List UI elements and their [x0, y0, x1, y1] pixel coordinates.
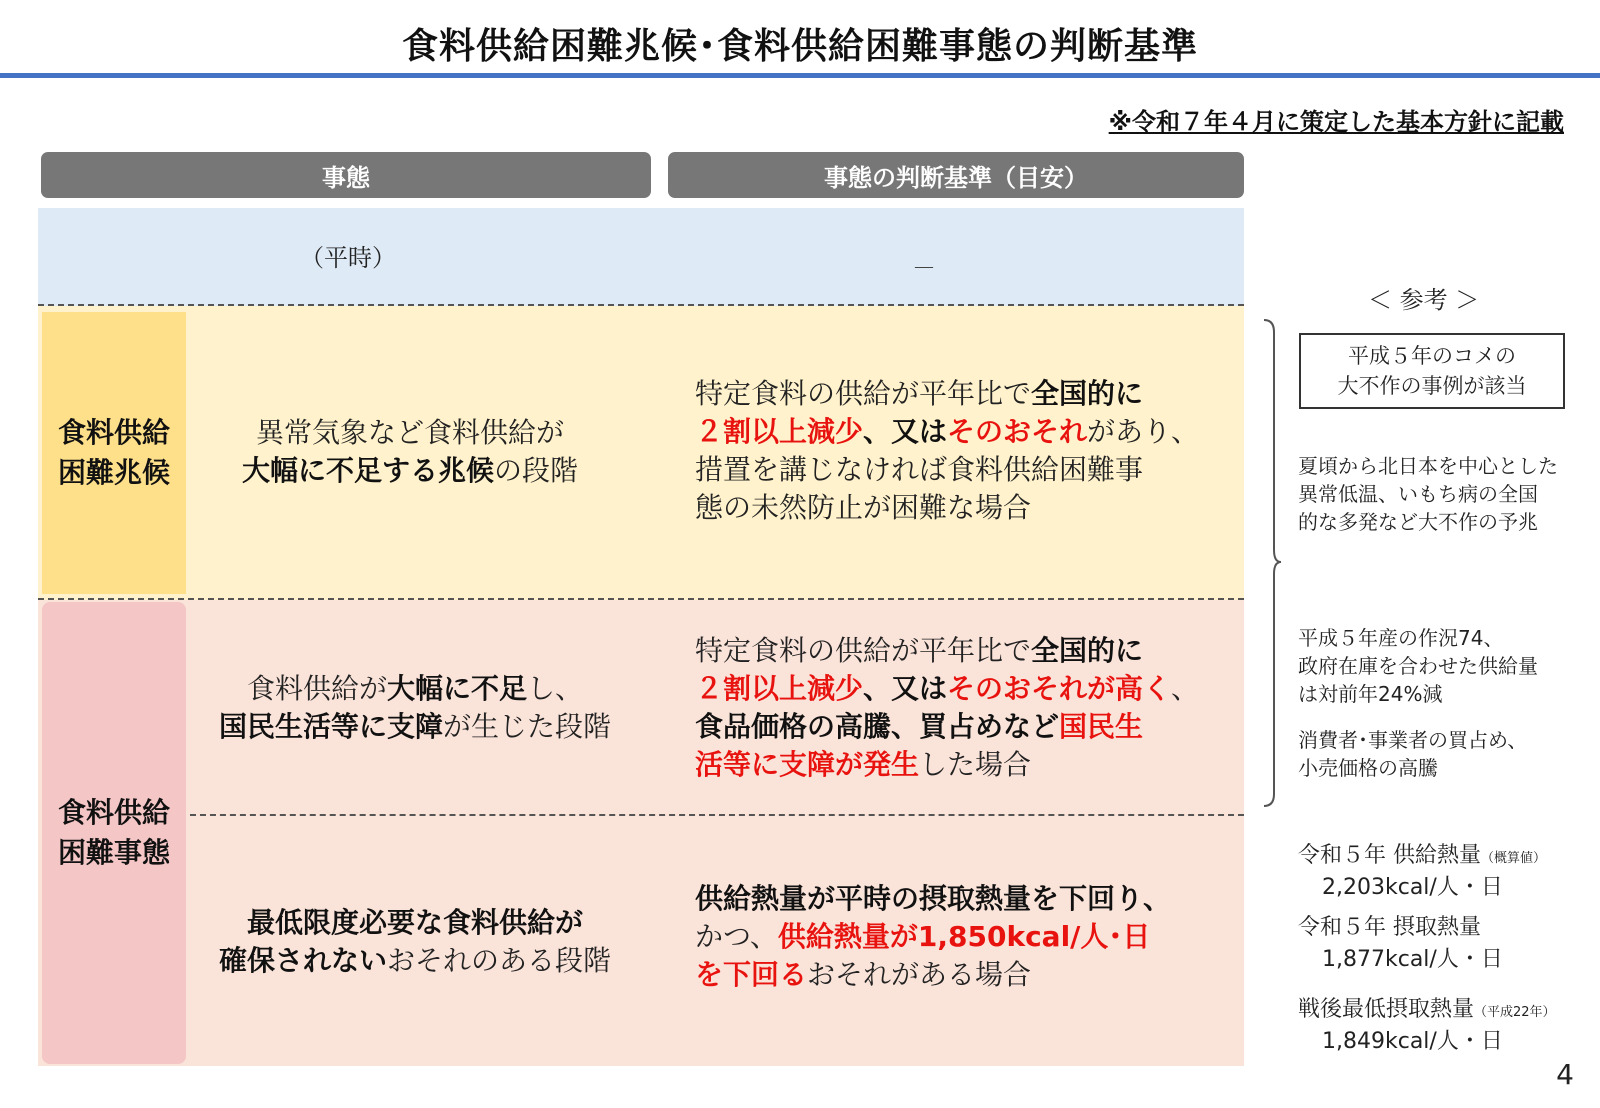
reference-bracket [1262, 318, 1282, 808]
header-situation: 事態 [41, 152, 651, 198]
normal-criteria: － [912, 254, 936, 282]
page-title: 食料供給困難兆候･食料供給困難事態の判断基準 [401, 26, 1198, 67]
normal-row [38, 208, 1244, 306]
emergency-label-line1: 食料供給 [57, 796, 170, 829]
source-note: ※令和７年４月に策定した基本方針に記載 [1108, 108, 1564, 136]
lowest-intake-label: 戦後最低摂取熱量（平成22年） [1298, 997, 1556, 1022]
sign-label-line2: 困難兆候 [57, 456, 170, 489]
emergency-label-line2: 困難事態 [57, 836, 170, 869]
page-number: 4 [1556, 1058, 1574, 1091]
sign-desc-line2: 大幅に不足する兆候の段階 [241, 454, 579, 487]
supply-calorie-label: 令和５年 供給熱量（概算値） [1298, 843, 1547, 868]
reference-box: 平成５年のコメの 大不作の事例が該当 [1299, 333, 1565, 409]
emergency-row1-description: 食料供給が大幅に不足し、 国民生活等に支障が生じた段階 [218, 672, 612, 743]
emergency-divider [190, 814, 1244, 816]
sign-description [200, 412, 620, 492]
intake-calorie-value: 1,877kcal/人・日 [1322, 947, 1503, 972]
normal-label: （平時） [300, 244, 396, 272]
reference-note-supply: 平成５年産の作況74、 政府在庫を合わせた供給量 は対前年24%減 [1298, 626, 1538, 706]
title-underline [0, 73, 1600, 78]
emergency-row1-criteria: 特定食料の供給が平年比で全国的に ２割以上減少、又はそのおそれが高く、 食品価格の高騰、買占めなど国民生 活等に支障が発生した場合 [695, 634, 1200, 781]
sign-desc-line1: 異常気象など食料供給が [255, 416, 564, 449]
lowest-intake-value: 1,849kcal/人・日 [1322, 1029, 1503, 1054]
sign-label-line1: 食料供給 [57, 416, 170, 449]
emergency-label [42, 602, 186, 1064]
sign-label [42, 312, 186, 594]
emergency-row2-criteria: 供給熱量が平時の摂取熱量を下回り、 かつ、供給熱量が1,850kcal/人･日 を下回るおそれがある場合 [695, 882, 1172, 991]
sign-criteria: 特定食料の供給が平年比で全国的に ２割以上減少、又はそのおそれがあり、 措置を講じなければ食料供給困難事 態の未然防止が困難な場合 [695, 377, 1200, 524]
intake-calorie-label: 令和５年 摂取熱量 [1298, 915, 1481, 940]
reference-note-sign: 夏頃から北日本を中心とした 異常低温、いもち病の全国 的な多発など大不作の予兆 [1298, 454, 1558, 534]
supply-calorie-value: 2,203kcal/人・日 [1322, 875, 1503, 900]
reference-note-prices: 消費者･事業者の買占め、 小売価格の高騰 [1298, 728, 1528, 780]
emergency-row2-description: 最低限度必要な食料供給が 確保されないおそれのある段階 [218, 906, 612, 977]
header-criteria: 事態の判断基準（目安） [668, 152, 1244, 198]
reference-heading: ＜ 参考 ＞ [1368, 286, 1480, 314]
